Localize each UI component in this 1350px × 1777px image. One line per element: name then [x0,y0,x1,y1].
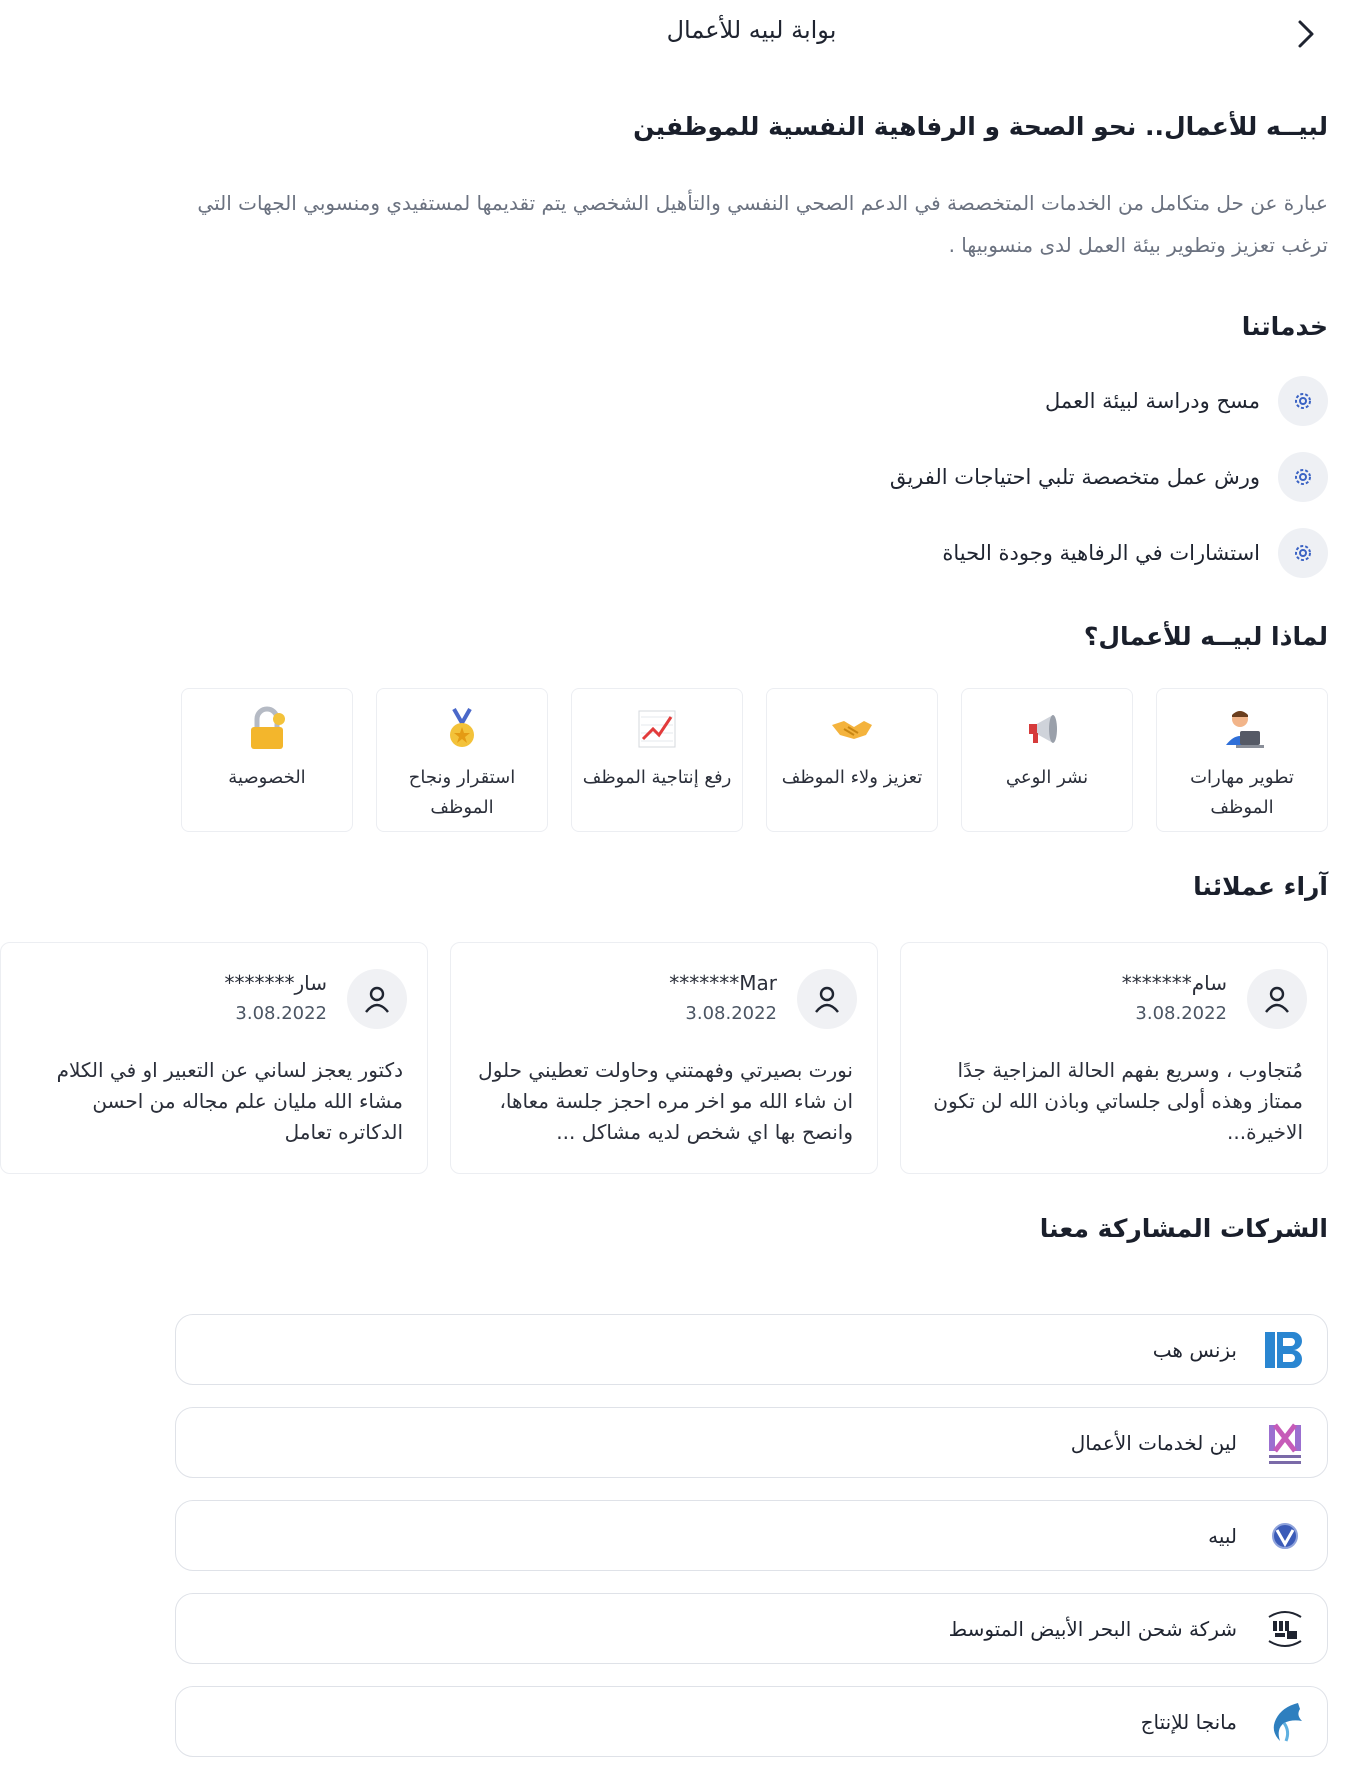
megaphone-icon [1021,703,1073,755]
lean-logo [1259,1417,1311,1469]
reviews-title: آراء عملائنا [1193,872,1328,901]
why-card[interactable] [571,688,743,832]
partner-item[interactable] [175,1407,1328,1478]
user-icon [797,969,857,1029]
gear-icon [1278,452,1328,502]
hero-description: عبارة عن حل متكامل من الخدمات المتخصصة في الدعم الصحي النفسي والتأهيل الشخصي يتم تقديمها لمستفيدي ومنسوبي الجهات التي ترغب تعزيز وتطوير بيئة العمل لدى منسوبيها . [197,191,1328,257]
gear-icon [1278,528,1328,578]
review-card[interactable] [0,942,428,1174]
review-name: Mar******* [669,971,777,995]
partner-item[interactable] [175,1686,1328,1757]
medal-icon [436,703,488,755]
lock-icon [241,703,293,755]
partner-name: بزنس هب [1152,1337,1237,1362]
chart-up-icon [631,703,683,755]
partner-name: مانجا للإنتاج [1140,1709,1237,1734]
user-icon [1247,969,1307,1029]
partner-name: شركة شحن البحر الأبيض المتوسط [948,1616,1237,1641]
service-item[interactable] [890,452,1328,502]
msc-logo [1259,1603,1311,1655]
partner-name: لبيه [1208,1523,1237,1548]
handshake-icon [826,703,878,755]
service-item[interactable] [1045,376,1328,426]
why-card[interactable] [181,688,353,832]
gear-icon [1278,376,1328,426]
why-label: استقرار ونجاح الموظف [408,767,516,818]
reviews-carousel[interactable] [56,942,1328,1178]
manga-logo [1259,1696,1311,1748]
why-label: تعزيز ولاء الموظف [781,767,923,788]
labayh-logo [1259,1510,1311,1562]
review-date: 3.08.2022 [685,1003,777,1024]
service-label: مسح ودراسة لبيئة العمل [1045,389,1260,413]
services-title: خدماتنا [1241,312,1328,341]
service-item[interactable] [942,528,1328,578]
review-card[interactable] [450,942,878,1174]
why-card[interactable] [1156,688,1328,832]
why-card[interactable] [961,688,1133,832]
user-icon [347,969,407,1029]
service-label: استشارات في الرفاهية وجودة الحياة [942,541,1260,565]
why-card[interactable] [376,688,548,832]
partners-title: الشركات المشاركة معنا [1039,1214,1328,1243]
why-title: لماذا لبيــه للأعمال؟ [1083,622,1328,651]
review-name: سام******* [1121,971,1227,995]
business-hub-logo [1259,1324,1311,1376]
review-text: نورت بصيرتي وفهمتني وحاولت تعطيني حلول ان شاء الله مو اخر مره احجز جلسة معاها، وانصح بها اي شخص لديه مشاكل ... [478,1058,853,1144]
top-bar [153,0,1350,70]
why-grid [175,688,1328,832]
why-label: نشر الوعي [1005,767,1089,788]
hero-title: لبيــه للأعمال.. نحو الصحة و الرفاهية النفسية للموظفين [633,112,1328,141]
partner-item[interactable] [175,1500,1328,1571]
page-title: بوابة لبيه للأعمال [666,16,837,44]
partner-item[interactable] [175,1314,1328,1385]
review-text: دكتور يعجز لساني عن التعبير او في الكلام مشاء الله مليان علم مجاله من احسن الدكاتره تعامل [56,1058,403,1144]
why-card[interactable] [766,688,938,832]
review-card[interactable] [900,942,1328,1174]
why-label: رفع إنتاجية الموظف [582,767,732,788]
person-laptop-icon [1216,703,1268,755]
why-label: الخصوصية [228,767,306,788]
review-date: 3.08.2022 [1135,1003,1227,1024]
service-label: ورش عمل متخصصة تلبي احتياجات الفريق [889,465,1260,489]
partner-item[interactable] [175,1593,1328,1664]
review-text: مُتجاوب ، وسريع بفهم الحالة المزاجية جدًا ممتاز وهذه أولى جلساتي وباذن الله لن تكون الاخيرة... [933,1058,1303,1144]
review-name: سار******* [224,971,327,995]
partner-name: لين لخدمات الأعمال [1070,1430,1237,1455]
review-date: 3.08.2022 [235,1003,327,1024]
why-label: تطوير مهارات الموظف [1190,767,1294,818]
